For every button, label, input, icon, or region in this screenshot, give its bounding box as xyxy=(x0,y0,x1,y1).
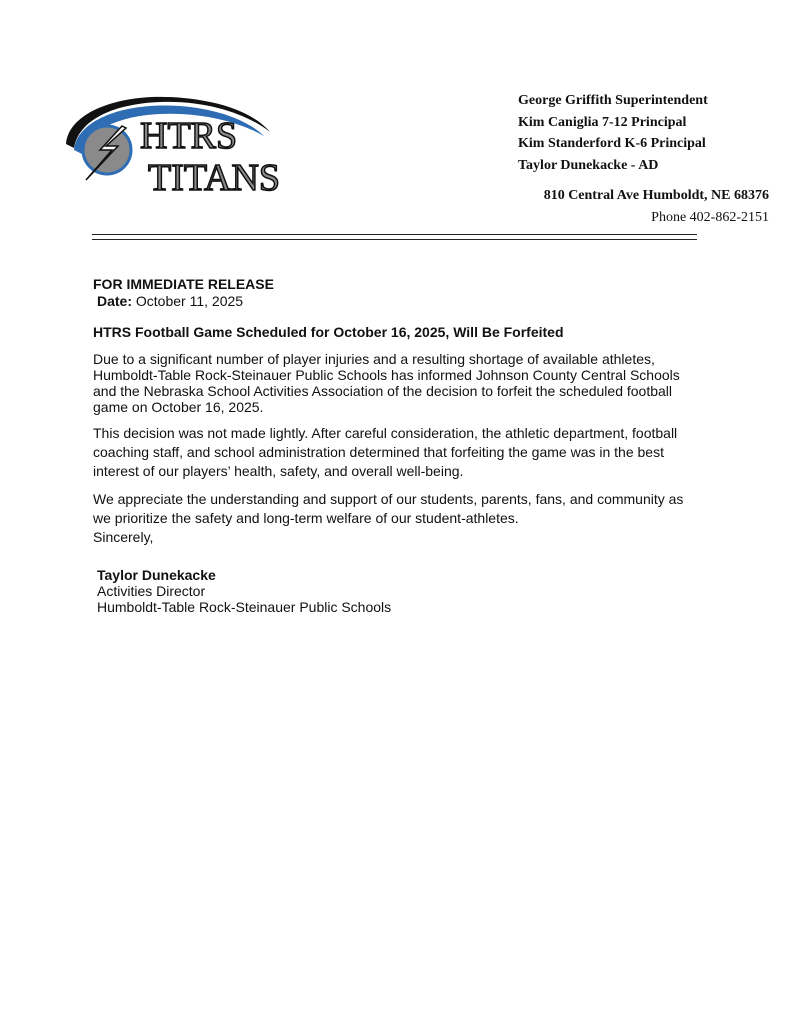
signature-organization: Humboldt-Table Rock-Steinauer Public Schools xyxy=(97,598,392,615)
release-label: FOR IMMEDIATE RELEASE xyxy=(93,276,274,292)
paragraph-decision: This decision was not made lightly. After careful consideration, the athletic department, football coaching staff, and school administration determined that forfeiting the game was in the best interest of our players’ health, safety, and overall well-being. xyxy=(93,424,678,479)
release-date xyxy=(93,293,705,310)
signature-block xyxy=(93,567,705,615)
signature-title: Activities Director xyxy=(97,582,206,599)
closing: Sincerely, xyxy=(93,528,154,545)
staff-superintendent: George Griffith Superintendent xyxy=(518,93,708,108)
release-headline: HTRS Football Game Scheduled for October 16, 2025, Will Be Forfeited xyxy=(93,324,564,340)
press-release xyxy=(93,276,705,615)
htrs-titans-logo xyxy=(60,92,292,200)
school-phone: Phone 402-862-2151 xyxy=(651,210,769,225)
staff-list xyxy=(518,91,708,177)
staff-principal-k-6: Kim Standerford K-6 Principal xyxy=(518,136,706,151)
date-label: Date: xyxy=(97,292,133,309)
paragraph-injuries: Due to a significant number of player injuries and a resulting shortage of available athletes, Humboldt-Table Rock-Steinauer Public Schools has informed Johnson County Central Schools and the Nebraska School Activities Association of the decision to forfeit the scheduled football game on October 16, 2025. xyxy=(93,350,680,415)
staff-principal-7-12: Kim Caniglia 7-12 Principal xyxy=(518,114,687,130)
logo-text-titans: TITANS xyxy=(148,157,281,199)
logo-text-htrs: HTRS xyxy=(140,115,238,157)
staff-athletic-director: Taylor Dunekacke - AD xyxy=(518,157,659,173)
school-address: 810 Central Ave Humboldt, NE 68376 xyxy=(543,188,769,203)
letterhead-divider xyxy=(92,234,697,240)
date-value: October 11, 2025 xyxy=(135,292,244,309)
signature-name: Taylor Dunekacke xyxy=(97,566,216,583)
paragraph-appreciation: We appreciate the understanding and support of our students, parents, fans, and community as we prioritize the safety and long-term welfare of our student-athletes. xyxy=(93,490,684,526)
